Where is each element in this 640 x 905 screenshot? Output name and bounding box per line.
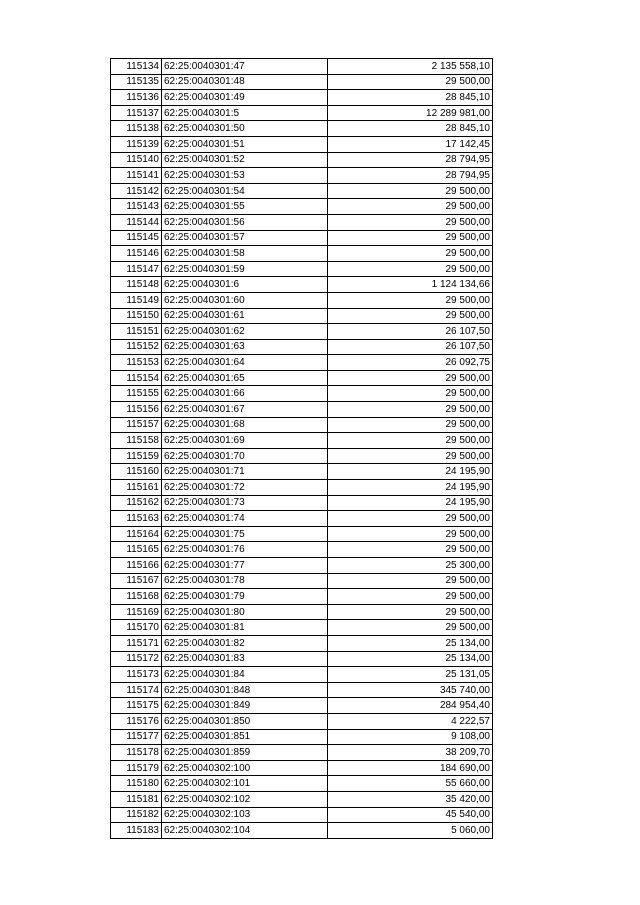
table-row [111,558,493,574]
row-number-cell: 115148 [111,277,162,293]
cadastral-number-cell: 62:25:0040302:102 [162,791,328,807]
value-cell: 26 092,75 [328,355,493,371]
row-number-cell: 115147 [111,261,162,277]
cadastral-number-cell: 62:25:0040301:848 [162,682,328,698]
cadastral-number-cell: 62:25:0040301:77 [162,558,328,574]
value-cell: 29 500,00 [328,370,493,386]
cadastral-number-cell: 62:25:0040301:72 [162,480,328,496]
cadastral-number-cell: 62:25:0040301:71 [162,464,328,480]
table-row [111,402,493,418]
table-row [111,355,493,371]
value-cell: 29 500,00 [328,433,493,449]
cadastral-number-cell: 62:25:0040301:68 [162,417,328,433]
row-number-cell: 115154 [111,370,162,386]
cadastral-number-cell: 62:25:0040301:47 [162,59,328,75]
cadastral-number-cell: 62:25:0040301:859 [162,745,328,761]
table-row [111,74,493,90]
cadastral-number-cell: 62:25:0040301:850 [162,713,328,729]
value-cell: 28 794,95 [328,152,493,168]
value-cell: 345 740,00 [328,682,493,698]
table-row [111,230,493,246]
value-cell: 38 209,70 [328,745,493,761]
value-cell: 29 500,00 [328,246,493,262]
value-cell: 1 124 134,66 [328,277,493,293]
value-cell: 28 845,10 [328,121,493,137]
row-number-cell: 115144 [111,214,162,230]
value-cell: 29 500,00 [328,183,493,199]
cadastral-number-cell: 62:25:0040301:6 [162,277,328,293]
row-number-cell: 115175 [111,698,162,714]
table-row [111,136,493,152]
table-row [111,542,493,558]
cadastral-number-cell: 62:25:0040301:51 [162,136,328,152]
cadastral-number-cell: 62:25:0040301:50 [162,121,328,137]
value-cell: 284 954,40 [328,698,493,714]
table-row [111,90,493,106]
table-row [111,464,493,480]
cadastral-number-cell: 62:25:0040301:58 [162,246,328,262]
cadastral-number-cell: 62:25:0040301:76 [162,542,328,558]
cadastral-number-cell: 62:25:0040301:62 [162,324,328,340]
row-number-cell: 115141 [111,168,162,184]
value-cell: 26 107,50 [328,324,493,340]
row-number-cell: 115177 [111,729,162,745]
row-number-cell: 115169 [111,604,162,620]
table-row [111,121,493,137]
value-cell: 29 500,00 [328,308,493,324]
value-cell: 26 107,50 [328,339,493,355]
row-number-cell: 115183 [111,823,162,839]
row-number-cell: 115153 [111,355,162,371]
value-cell: 29 500,00 [328,511,493,527]
value-cell: 29 500,00 [328,542,493,558]
value-cell: 35 420,00 [328,791,493,807]
table-row [111,152,493,168]
cadastral-number-cell: 62:25:0040301:82 [162,635,328,651]
value-cell: 29 500,00 [328,292,493,308]
row-number-cell: 115156 [111,402,162,418]
value-cell: 25 134,00 [328,651,493,667]
row-number-cell: 115180 [111,776,162,792]
table-body [111,59,493,839]
cadastral-number-cell: 62:25:0040301:80 [162,604,328,620]
table-row [111,246,493,262]
row-number-cell: 115168 [111,589,162,605]
row-number-cell: 115164 [111,526,162,542]
table-row [111,526,493,542]
row-number-cell: 115182 [111,807,162,823]
cadastral-number-cell: 62:25:0040301:75 [162,526,328,542]
value-cell: 55 660,00 [328,776,493,792]
cadastral-number-cell: 62:25:0040301:849 [162,698,328,714]
cadastral-number-cell: 62:25:0040301:49 [162,90,328,106]
cadastral-number-cell: 62:25:0040301:83 [162,651,328,667]
table-row [111,635,493,651]
row-number-cell: 115159 [111,448,162,464]
table-row [111,433,493,449]
row-number-cell: 115143 [111,199,162,215]
cadastral-number-cell: 62:25:0040302:103 [162,807,328,823]
value-cell: 5 060,00 [328,823,493,839]
cadastral-number-cell: 62:25:0040301:73 [162,495,328,511]
table-row [111,480,493,496]
cadastral-number-cell: 62:25:0040301:84 [162,667,328,683]
cadastral-number-cell: 62:25:0040301:52 [162,152,328,168]
value-cell: 29 500,00 [328,199,493,215]
cadastral-number-cell: 62:25:0040302:101 [162,776,328,792]
row-number-cell: 115160 [111,464,162,480]
row-number-cell: 115158 [111,433,162,449]
row-number-cell: 115170 [111,620,162,636]
value-cell: 29 500,00 [328,417,493,433]
value-cell: 29 500,00 [328,230,493,246]
table-row [111,370,493,386]
cadastral-number-cell: 62:25:0040301:54 [162,183,328,199]
table-row [111,168,493,184]
value-cell: 25 300,00 [328,558,493,574]
value-cell: 17 142,45 [328,136,493,152]
cadastral-number-cell: 62:25:0040301:55 [162,199,328,215]
row-number-cell: 115178 [111,745,162,761]
cadastral-number-cell: 62:25:0040301:851 [162,729,328,745]
value-cell: 24 195,90 [328,480,493,496]
value-cell: 24 195,90 [328,464,493,480]
table-row [111,511,493,527]
cadastral-number-cell: 62:25:0040301:81 [162,620,328,636]
row-number-cell: 115138 [111,121,162,137]
table-row [111,667,493,683]
row-number-cell: 115174 [111,682,162,698]
cadastral-number-cell: 62:25:0040301:69 [162,433,328,449]
cadastral-value-table [110,58,493,839]
value-cell: 2 135 558,10 [328,59,493,75]
value-cell: 29 500,00 [328,620,493,636]
table-row [111,308,493,324]
value-cell: 29 500,00 [328,386,493,402]
row-number-cell: 115139 [111,136,162,152]
table-row [111,589,493,605]
value-cell: 28 845,10 [328,90,493,106]
value-cell: 9 108,00 [328,729,493,745]
row-number-cell: 115162 [111,495,162,511]
row-number-cell: 115173 [111,667,162,683]
table-row [111,791,493,807]
cadastral-number-cell: 62:25:0040301:5 [162,105,328,121]
table-row [111,386,493,402]
value-cell: 29 500,00 [328,261,493,277]
table-row [111,651,493,667]
value-cell: 45 540,00 [328,807,493,823]
row-number-cell: 115151 [111,324,162,340]
row-number-cell: 115145 [111,230,162,246]
table-row [111,620,493,636]
cadastral-number-cell: 62:25:0040301:78 [162,573,328,589]
row-number-cell: 115165 [111,542,162,558]
row-number-cell: 115179 [111,760,162,776]
value-cell: 29 500,00 [328,589,493,605]
table-row [111,776,493,792]
cadastral-number-cell: 62:25:0040301:63 [162,339,328,355]
row-number-cell: 115152 [111,339,162,355]
row-number-cell: 115176 [111,713,162,729]
value-cell: 29 500,00 [328,573,493,589]
table-row [111,105,493,121]
row-number-cell: 115157 [111,417,162,433]
row-number-cell: 115167 [111,573,162,589]
value-cell: 29 500,00 [328,526,493,542]
table-row [111,417,493,433]
cadastral-number-cell: 62:25:0040301:74 [162,511,328,527]
table-row [111,261,493,277]
table-row [111,292,493,308]
row-number-cell: 115149 [111,292,162,308]
table-row [111,199,493,215]
value-cell: 25 131,05 [328,667,493,683]
table-row [111,682,493,698]
cadastral-number-cell: 62:25:0040301:48 [162,74,328,90]
cadastral-number-cell: 62:25:0040302:104 [162,823,328,839]
table-row [111,745,493,761]
table-row [111,214,493,230]
value-cell: 29 500,00 [328,402,493,418]
cadastral-number-cell: 62:25:0040301:56 [162,214,328,230]
value-cell: 29 500,00 [328,448,493,464]
cadastral-number-cell: 62:25:0040301:59 [162,261,328,277]
row-number-cell: 115137 [111,105,162,121]
value-cell: 24 195,90 [328,495,493,511]
table-row [111,339,493,355]
table-row [111,823,493,839]
row-number-cell: 115181 [111,791,162,807]
row-number-cell: 115140 [111,152,162,168]
table-row [111,495,493,511]
value-cell: 29 500,00 [328,604,493,620]
value-cell: 29 500,00 [328,214,493,230]
row-number-cell: 115172 [111,651,162,667]
cadastral-number-cell: 62:25:0040301:67 [162,402,328,418]
row-number-cell: 115166 [111,558,162,574]
cadastral-number-cell: 62:25:0040302:100 [162,760,328,776]
value-cell: 29 500,00 [328,74,493,90]
table-row [111,760,493,776]
cadastral-number-cell: 62:25:0040301:79 [162,589,328,605]
row-number-cell: 115161 [111,480,162,496]
table-row [111,277,493,293]
cadastral-number-cell: 62:25:0040301:66 [162,386,328,402]
value-cell: 12 289 981,00 [328,105,493,121]
table-row [111,183,493,199]
table-row [111,713,493,729]
table-row [111,729,493,745]
row-number-cell: 115146 [111,246,162,262]
cadastral-number-cell: 62:25:0040301:64 [162,355,328,371]
row-number-cell: 115171 [111,635,162,651]
value-cell: 4 222,57 [328,713,493,729]
table-row [111,573,493,589]
row-number-cell: 115142 [111,183,162,199]
row-number-cell: 115136 [111,90,162,106]
cadastral-number-cell: 62:25:0040301:65 [162,370,328,386]
table-row [111,604,493,620]
row-number-cell: 115135 [111,74,162,90]
row-number-cell: 115134 [111,59,162,75]
row-number-cell: 115163 [111,511,162,527]
table-row [111,324,493,340]
cadastral-number-cell: 62:25:0040301:70 [162,448,328,464]
row-number-cell: 115150 [111,308,162,324]
table-row [111,59,493,75]
cadastral-number-cell: 62:25:0040301:61 [162,308,328,324]
cadastral-number-cell: 62:25:0040301:57 [162,230,328,246]
table-row [111,448,493,464]
cadastral-number-cell: 62:25:0040301:53 [162,168,328,184]
value-cell: 25 134,00 [328,635,493,651]
table-row [111,698,493,714]
value-cell: 184 690,00 [328,760,493,776]
row-number-cell: 115155 [111,386,162,402]
value-cell: 28 794,95 [328,168,493,184]
table-row [111,807,493,823]
cadastral-number-cell: 62:25:0040301:60 [162,292,328,308]
